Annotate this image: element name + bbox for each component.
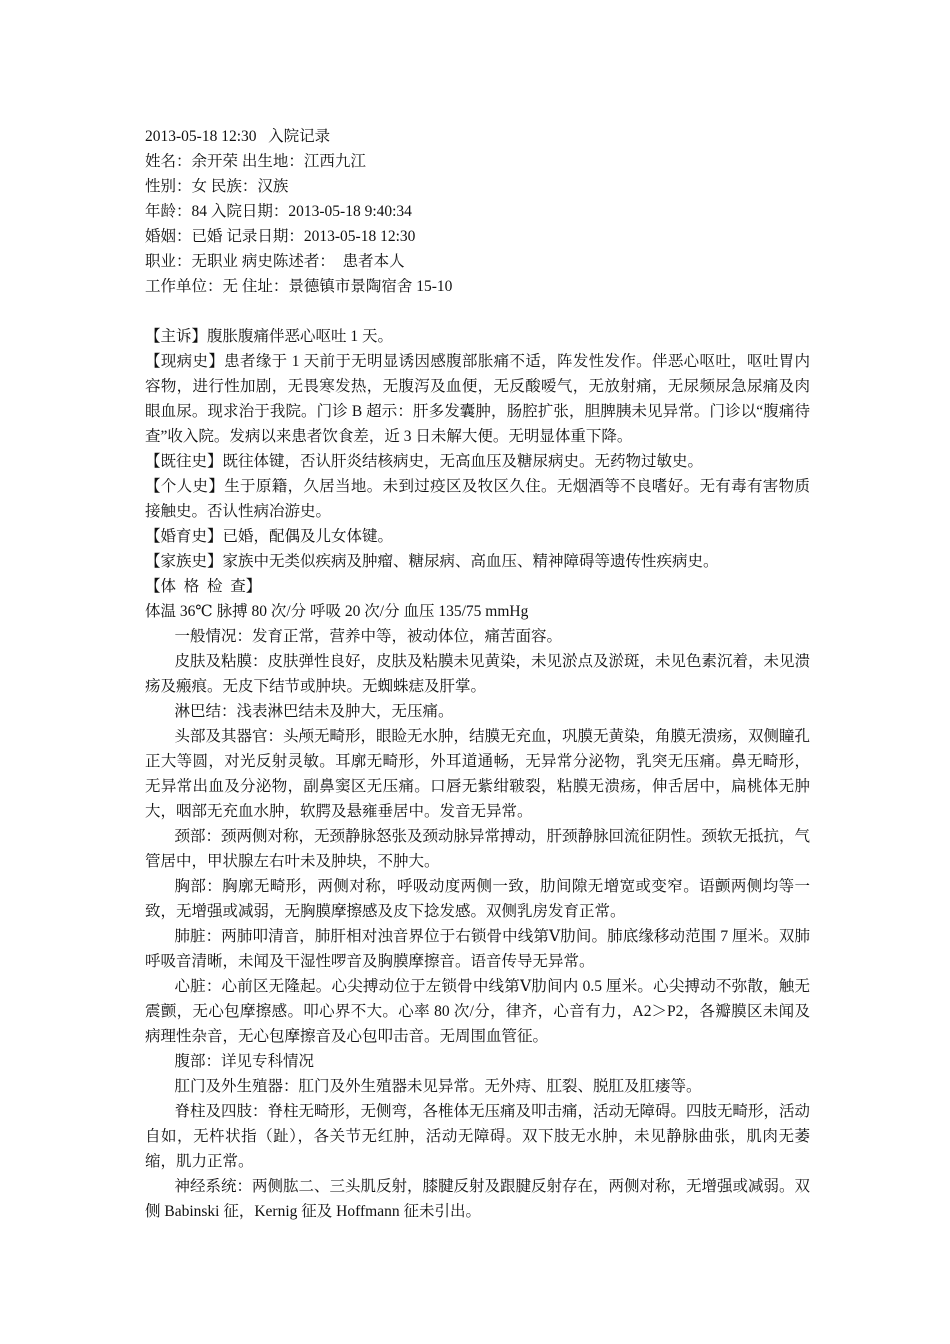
patient-name-line: 姓名：余开荣 出生地：江西九江 — [145, 153, 366, 170]
medical-record-page — [145, 124, 810, 1224]
record-datetime-title: 2013-05-18 12:30 入院记录 — [145, 128, 331, 145]
family-history: 【家族史】家族中无类似疾病及肿瘤、糖尿病、高血压、精神障碍等遗传性疾病史。 — [145, 553, 719, 570]
patient-header — [145, 124, 810, 299]
marital-history: 【婚育史】已婚，配偶及儿女体键。 — [145, 528, 394, 545]
chief-complaint: 【主诉】腹胀腹痛伴恶心呕吐 1 天。 — [145, 328, 394, 345]
exam-neck: 颈部：颈两侧对称，无颈静脉怒张及颈动脉异常搏动，肝颈静脉回流征阴性。颈软无抵抗，气管居中，甲状腺左右叶未及肿块，不肿大。 — [145, 828, 810, 870]
exam-head: 头部及其器官：头颅无畸形，眼睑无水肿，结膜无充血，巩膜无黄染，角膜无溃疡，双侧瞳孔正大等圆，对光反射灵敏。耳廓无畸形，外耳道通畅，无异常分泌物，乳突无压痛。鼻无畸形，无异常出血及分泌物，副鼻窦区无压痛。口唇无紫绀皲裂，粘膜无溃疡，伸舌居中，扁桃体无肿大，咽部无充血水肿，软腭及悬雍垂居中。发音无异常。 — [145, 728, 810, 820]
exam-lymph: 淋巴结：浅表淋巴结未及肿大，无压痛。 — [174, 703, 454, 720]
history-section — [145, 324, 810, 574]
past-history: 【既往史】既往体键，否认肝炎结核病史，无高血压及糖尿病史。无药物过敏史。 — [145, 453, 704, 470]
physical-exam-title: 【体 格 检 查】 — [145, 578, 262, 595]
exam-nervous: 神经系统：两侧肱二、三头肌反射，膝腱反射及跟腱反射存在，两侧对称，无增强或减弱。双侧 Babinski 征，Kernig 征及 Hoffmann 征未引出。 — [145, 1178, 810, 1220]
patient-age-line: 年龄：84 入院日期：2013-05-18 9:40:34 — [145, 203, 412, 220]
vital-signs: 体温 36℃ 脉搏 80 次/分 呼吸 20 次/分 血压 135/75 mmHg — [145, 603, 529, 620]
patient-marital-line: 婚姻：已婚 记录日期：2013-05-18 12:30 — [145, 228, 416, 245]
exam-heart: 心脏：心前区无隆起。心尖搏动位于左锁骨中线第Ⅴ肋间内 0.5 厘米。心尖搏动不弥散，触无震颤，无心包摩擦感。叩心界不大。心率 80 次/分，律齐，心音有力，A2＞P2，各瓣膜区未闻及病理性杂音，无心包摩擦音及心包叩击音。无周围血管征。 — [145, 978, 810, 1045]
exam-lungs: 肺脏：两肺叩清音，肺肝相对浊音界位于右锁骨中线第Ⅴ肋间。肺底缘移动范围 7 厘米。双肺呼吸音清晰，未闻及干湿性啰音及胸膜摩擦音。语音传导无异常。 — [145, 928, 810, 970]
patient-occupation-line: 职业：无职业 病史陈述者： 患者本人 — [145, 253, 405, 270]
exam-skin: 皮肤及粘膜：皮肤弹性良好，皮肤及粘膜未见黄染，未见淤点及淤斑，未见色素沉着，未见溃疡及瘢痕。无皮下结节或肿块。无蜘蛛痣及肝掌。 — [145, 653, 810, 695]
personal-history: 【个人史】生于原籍，久居当地。未到过疫区及牧区久住。无烟酒等不良嗜好。无有毒有害物质接触史。否认性病冶游史。 — [145, 478, 810, 520]
exam-chest: 胸部：胸廓无畸形，两侧对称，呼吸动度两侧一致，肋间隙无增宽或变窄。语颤两侧均等一致，无增强或减弱，无胸膜摩擦感及皮下捻发感。双侧乳房发育正常。 — [145, 878, 810, 920]
spacer — [145, 299, 810, 324]
patient-work-line: 工作单位：无 住址：景德镇市景陶宿舍 15-10 — [145, 278, 453, 295]
exam-general: 一般情况：发育正常，营养中等，被动体位，痛苦面容。 — [174, 628, 562, 645]
exam-anus: 肛门及外生殖器：肛门及外生殖器未见异常。无外痔、肛裂、脱肛及肛瘘等。 — [174, 1078, 702, 1095]
present-illness: 【现病史】患者缘于 1 天前于无明显诱因感腹部胀痛不适，阵发性发作。伴恶心呕吐，呕吐胃内容物，进行性加剧，无畏寒发热，无腹泻及血便，无反酸嗳气，无放射痛，无尿频尿急尿痛及肉眼血尿。现求治于我院。门诊 B 超示：肝多发囊肿，肠腔扩张，胆脾胰未见异常。门诊以“腹痛待查”收入院。发病以来患者饮食差，近 3 日未解大便。无明显体重下降。 — [145, 353, 810, 445]
exam-spine: 脊柱及四肢：脊柱无畸形，无侧弯，各椎体无压痛及叩击痛，活动无障碍。四肢无畸形，活动自如，无杵状指（趾），各关节无红肿，活动无障碍。双下肢无水肿，未见静脉曲张，肌肉无萎缩，肌力正常。 — [145, 1103, 810, 1170]
exam-abdomen: 腹部：详见专科情况 — [174, 1053, 314, 1070]
physical-exam-section — [145, 574, 810, 1224]
patient-gender-line: 性别：女 民族：汉族 — [145, 178, 289, 195]
